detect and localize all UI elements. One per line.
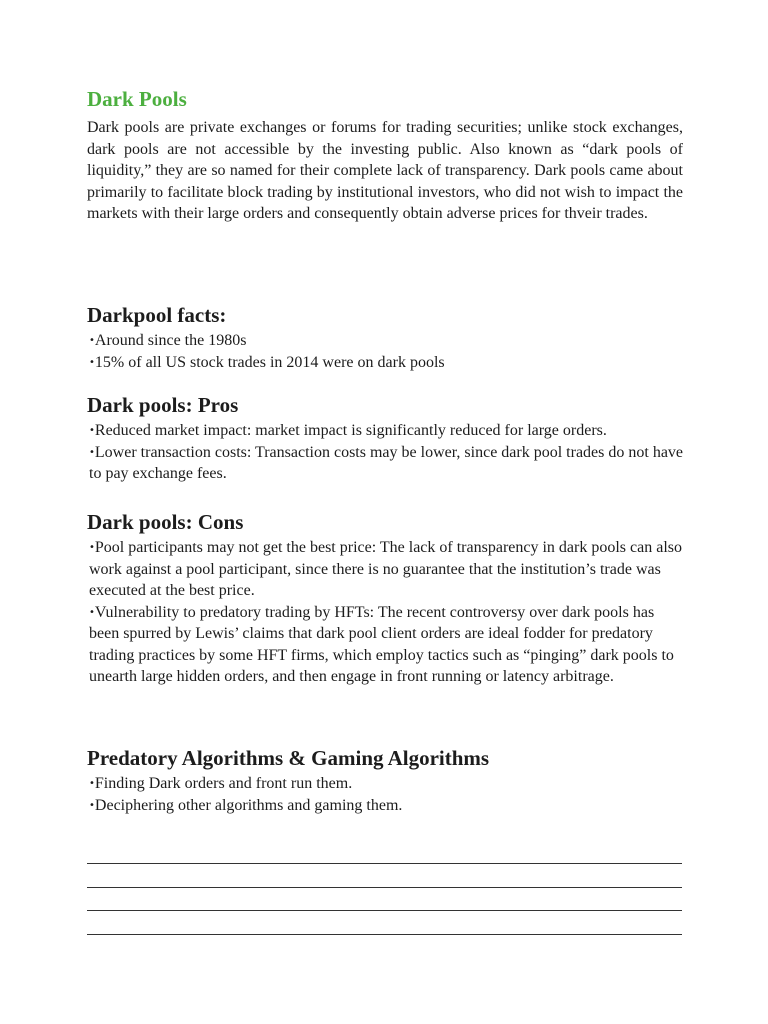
facts-heading: Darkpool facts: xyxy=(87,303,227,327)
predatory-item: •Deciphering other algorithms and gaming them. xyxy=(89,796,403,814)
bullet-icon: • xyxy=(89,778,95,789)
cons-item: •Vulnerability to predatory trading by HFTs: The recent controversy over dark pools has been spurred by Lewis’ claims that dark pool client orders are ideal fodder for predatory trading practices by some HFT firms, which employ tactics such as “pinging” dark pools to unearth large hidden orders, and then engage in front running or latency arbitrage. xyxy=(89,603,674,685)
bullet-icon: • xyxy=(89,799,95,811)
note-line xyxy=(87,910,682,911)
bullet-icon: • xyxy=(89,606,95,618)
predatory-section xyxy=(87,743,683,816)
bullet-icon: • xyxy=(89,356,95,368)
cons-heading: Dark pools: Cons xyxy=(87,510,244,534)
facts-item: •15% of all US stock trades in 2014 were on dark pools xyxy=(89,353,445,371)
pros-section xyxy=(87,390,683,485)
pros-heading: Dark pools: Pros xyxy=(87,393,239,417)
page-title: Dark Pools xyxy=(87,87,187,111)
note-line xyxy=(87,887,682,888)
bullet-icon: • xyxy=(89,335,95,346)
predatory-item: •Finding Dark orders and front run them. xyxy=(89,775,353,792)
intro-paragraph: Dark pools are private exchanges or forums for trading securities; unlike stock exchanges, dark pools are not accessible by the investing public. Also known as “dark pools of liquidity,” they are so named for their complete lack of transparency. Dark pools came about primarily to facilitate block trading by institutional investors, who did not wish to impact the markets with their large orders and consequently obtain adverse prices for thveir trades. xyxy=(87,119,683,222)
predatory-heading: Predatory Algorithms & Gaming Algorithms xyxy=(87,746,490,770)
pros-item: •Reduced market impact: market impact is significantly reduced for large orders. xyxy=(89,422,607,439)
cons-item: •Pool participants may not get the best price: The lack of transparency in dark pools can also work against a pool participant, since there is no guarantee that the institution’s trade was executed at the best price. xyxy=(89,539,682,599)
bullet-icon: • xyxy=(89,542,95,553)
bullet-icon: • xyxy=(89,446,95,458)
pros-item: •Lower transaction costs: Transaction costs may be lower, since dark pool trades do not have to pay exchange fees. xyxy=(89,443,684,482)
facts-section xyxy=(87,300,683,373)
bullet-icon: • xyxy=(89,425,95,436)
intro-section xyxy=(87,84,683,225)
cons-section xyxy=(87,507,683,688)
note-line xyxy=(87,863,682,864)
facts-item: •Around since the 1980s xyxy=(89,332,247,349)
note-line xyxy=(87,934,682,935)
